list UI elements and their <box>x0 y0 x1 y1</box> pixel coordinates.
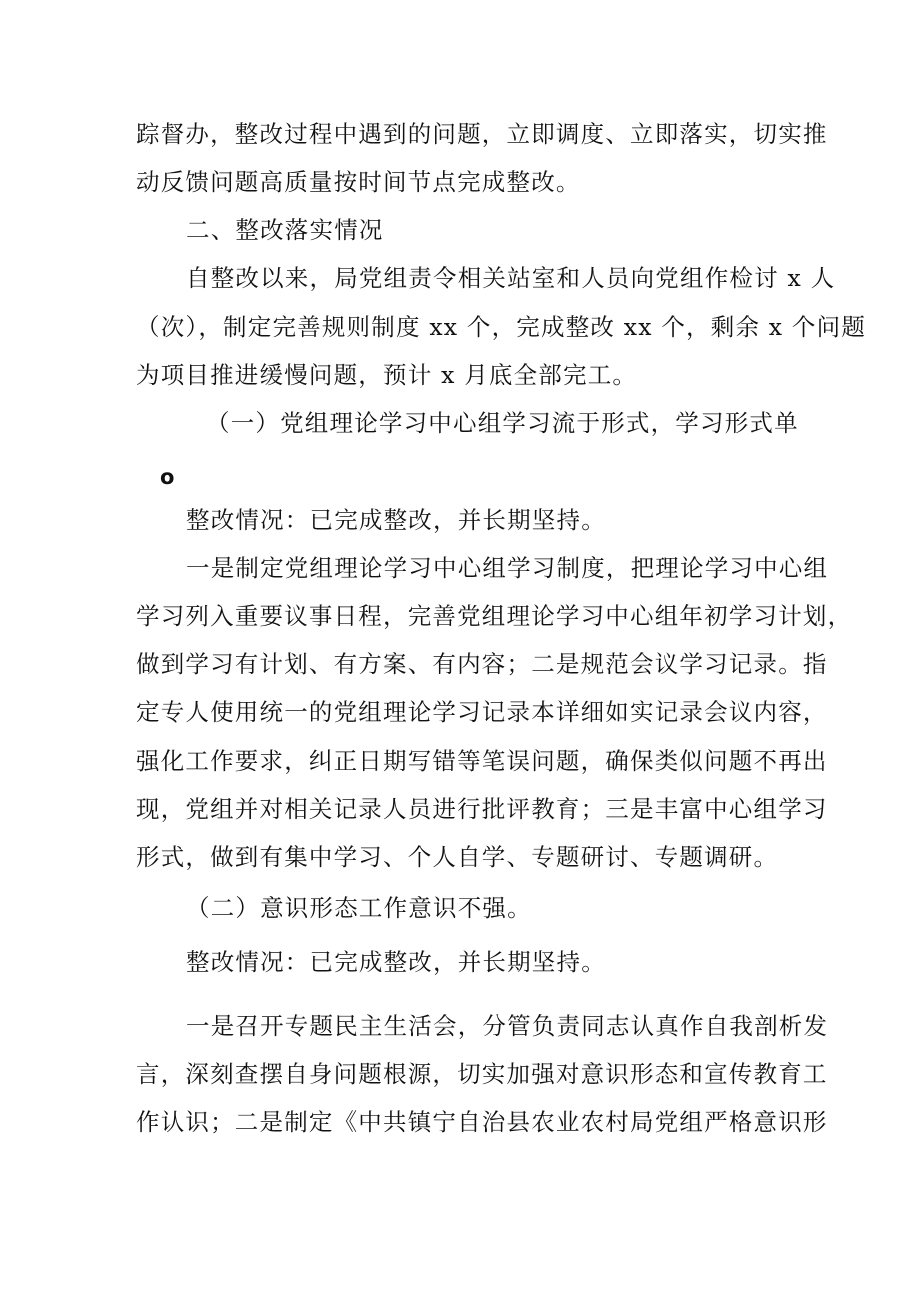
status-line: 整改情况：已完成整改，并长期坚持。 <box>186 948 606 976</box>
paragraph-line: 一是制定党组理论学习中心组学习制度，把理论学习中心组 <box>186 554 829 582</box>
paragraph-line: 学习列入重要议事日程，完善党组理论学习中心组年初学习计划， <box>136 602 853 630</box>
section-heading: 二、整改落实情况 <box>186 216 384 244</box>
paragraph-line: 定专人使用统一的党组理论学习记录本详细如实记录会议内容， <box>136 698 828 726</box>
paragraph-line: 为项目推进缓慢问题，预计 x 月底全部完工。 <box>136 361 638 389</box>
paragraph-line: 言，深刻查摆自身问题根源，切实加强对意识形态和宣传教育工 <box>136 1060 828 1088</box>
subsection-heading: （一）党组理论学习中心组学习流于形式，学习形式单 <box>206 409 799 437</box>
paragraph-line: （次），制定完善规则制度 xx 个，完成整改 xx 个，剩余 x 个问题 <box>136 313 867 341</box>
subsection-heading: （二）意识形态工作意识不强。 <box>186 894 532 922</box>
paragraph-line: 作认识；二是制定《中共镇宁自治县农业农村局党组严格意识形 <box>136 1108 828 1136</box>
heading-continuation: o <box>160 465 176 489</box>
paragraph-line: 强化工作要求，纠正日期写错等笔误问题，确保类似问题不再出 <box>136 747 828 775</box>
paragraph-line: 一是召开专题民主生活会，分管负责同志认真作自我剖析发 <box>186 1012 829 1040</box>
paragraph-line: 动反馈问题高质量按时间节点完成整改。 <box>136 168 581 196</box>
status-line: 整改情况：已完成整改，并长期坚持。 <box>186 506 606 534</box>
paragraph-line: 自整改以来，局党组责令相关站室和人员向党组作检讨 x 人 <box>186 264 836 292</box>
paragraph-line: 踪督办，整改过程中遇到的问题，立即调度、立即落实，切实推 <box>136 120 828 148</box>
paragraph-line: 现，党组并对相关记录人员进行批评教育；三是丰富中心组学习 <box>136 795 828 823</box>
paragraph-line: 形式，做到有集中学习、个人自学、专题研讨、专题调研。 <box>136 843 779 871</box>
paragraph-line: 做到学习有计划、有方案、有内容；二是规范会议学习记录。指 <box>136 650 828 678</box>
